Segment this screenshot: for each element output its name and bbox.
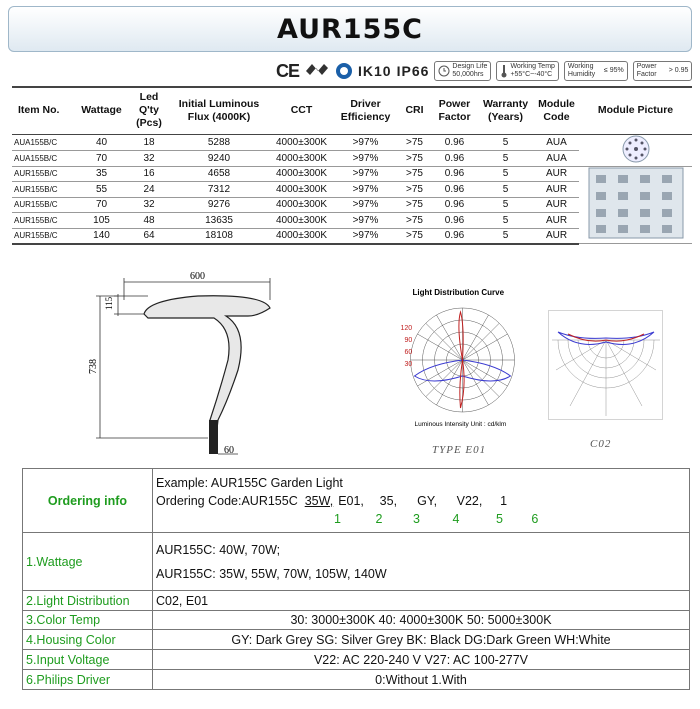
table-cell: >75 xyxy=(397,213,432,229)
aua-module-picture xyxy=(579,134,692,166)
head-height-dimension: 115 xyxy=(104,296,114,310)
table-cell: AUA155B/C xyxy=(12,150,74,166)
table-cell: >97% xyxy=(334,134,397,150)
ordering-table xyxy=(22,468,690,690)
header-module: Module Code xyxy=(534,88,579,134)
clock-icon xyxy=(438,65,450,77)
light-distribution-curve-e01 xyxy=(398,286,523,436)
table-cell: 7312 xyxy=(169,182,269,198)
light-distribution-row: 2.Light Distribution C02, E01 xyxy=(23,591,690,611)
round-module-icon xyxy=(622,135,650,163)
table-cell: AUR155B/C xyxy=(12,166,74,182)
header-flux: Initial Luminous Flux (4000K) xyxy=(169,88,269,134)
table-cell: 64 xyxy=(129,228,169,244)
certification-bar xyxy=(276,60,692,82)
table-cell: 48 xyxy=(129,213,169,229)
philips-driver-row: 6.Philips Driver 0:Without 1.With xyxy=(23,670,690,690)
table-cell: >75 xyxy=(397,197,432,213)
svg-text:Luminous Intensity Unit : cd/k: Luminous Intensity Unit : cd/klm xyxy=(414,421,507,428)
table-cell: 5 xyxy=(477,228,534,244)
table-cell: AUR155B/C xyxy=(12,197,74,213)
light-distribution-curve-c02 xyxy=(548,310,663,420)
table-cell: AUR xyxy=(534,166,579,182)
table-cell: 18108 xyxy=(169,228,269,244)
table-cell: >97% xyxy=(334,228,397,244)
ordering-info-label: Ordering info xyxy=(23,469,153,533)
table-cell: 4000±300K xyxy=(269,228,334,244)
ordering-code-numbers: 1 2 3 4 5 6 xyxy=(334,511,539,526)
table-cell: >97% xyxy=(334,213,397,229)
table-cell: AUA xyxy=(534,150,579,166)
tuv-icon xyxy=(335,62,353,80)
ordering-info-row xyxy=(23,469,690,533)
width-dimension: 600 xyxy=(190,271,205,282)
table-row xyxy=(12,166,692,182)
svg-text:60: 60 xyxy=(404,349,413,356)
table-cell: 4658 xyxy=(169,166,269,182)
table-cell: 70 xyxy=(74,197,129,213)
table-cell: AUA xyxy=(534,134,579,150)
table-cell: 16 xyxy=(129,166,169,182)
table-cell: >75 xyxy=(397,228,432,244)
title-bar xyxy=(8,6,692,52)
header-pf: Power Factor xyxy=(432,88,477,134)
table-cell: 24 xyxy=(129,182,169,198)
thermometer-icon xyxy=(500,64,508,78)
table-cell: 0.96 xyxy=(432,134,477,150)
table-cell: 32 xyxy=(129,150,169,166)
table-cell: 4000±300K xyxy=(269,166,334,182)
table-cell: 5 xyxy=(477,197,534,213)
table-cell: >75 xyxy=(397,166,432,182)
table-cell: 70 xyxy=(74,150,129,166)
header-item: Item No. xyxy=(12,88,74,134)
square-module-icon xyxy=(588,167,684,239)
ordering-code: Ordering Code:AUR155C 35W, E01, 35, GY, V22, 1 xyxy=(156,493,508,508)
color-temp-row: 3.Color Temp 30: 3000±300K 40: 4000±300K 50: 5000±300K xyxy=(23,611,690,630)
spec-header-row xyxy=(12,88,692,134)
ordering-example: Example: AUR155C Garden Light xyxy=(156,475,343,490)
table-cell: 4000±300K xyxy=(269,182,334,198)
curve-caption-e01: TYPE E01 xyxy=(432,444,487,456)
table-cell: 4000±300K xyxy=(269,150,334,166)
table-row xyxy=(12,134,692,150)
header-cri: CRI xyxy=(397,88,432,134)
total-height-dimension: 738 xyxy=(88,359,99,374)
table-cell: 5 xyxy=(477,150,534,166)
table-cell: >97% xyxy=(334,166,397,182)
table-cell: 140 xyxy=(74,228,129,244)
ce-mark: CE xyxy=(276,60,300,81)
table-cell: 5 xyxy=(477,166,534,182)
table-cell: >75 xyxy=(397,134,432,150)
table-cell: 5 xyxy=(477,134,534,150)
svg-text:30: 30 xyxy=(404,361,413,368)
design-life-badge: Design Life 50,000hrs xyxy=(434,61,491,81)
aur-module-picture xyxy=(579,166,692,244)
rohs-icon xyxy=(304,62,330,80)
header-wattage: Wattage xyxy=(74,88,129,134)
table-cell: >75 xyxy=(397,150,432,166)
table-cell: 5 xyxy=(477,182,534,198)
table-cell: AUR155B/C xyxy=(12,182,74,198)
table-cell: 32 xyxy=(129,197,169,213)
table-cell: 9240 xyxy=(169,150,269,166)
table-cell: >97% xyxy=(334,150,397,166)
table-cell: 105 xyxy=(74,213,129,229)
table-cell: 0.96 xyxy=(432,166,477,182)
wattage-row: 1.Wattage AUR155C: 40W, 70W; AUR155C: 35W, 55W, 70W, 105W, 140W xyxy=(23,533,690,591)
table-cell: 40 xyxy=(74,134,129,150)
table-cell: 0.96 xyxy=(432,197,477,213)
table-cell: AUR xyxy=(534,182,579,198)
table-cell: 35 xyxy=(74,166,129,182)
table-cell: AUR xyxy=(534,197,579,213)
table-cell: 0.96 xyxy=(432,182,477,198)
ordering-info-content xyxy=(153,469,690,533)
table-cell: 4000±300K xyxy=(269,197,334,213)
table-cell: 4000±300K xyxy=(269,134,334,150)
table-cell: 0.96 xyxy=(432,228,477,244)
table-cell: AUR xyxy=(534,213,579,229)
table-cell: AUR155B/C xyxy=(12,213,74,229)
power-factor-badge: Power Factor > 0.95 xyxy=(633,61,693,81)
svg-text:120: 120 xyxy=(400,325,413,332)
table-cell: 55 xyxy=(74,182,129,198)
input-voltage-row: 5.Input Voltage V22: AC 220-240 V V27: AC 100-277V xyxy=(23,650,690,670)
curve-caption-c02: C02 xyxy=(590,438,612,450)
table-cell: AUA155B/C xyxy=(12,134,74,150)
spec-table xyxy=(12,88,692,245)
table-cell: 13635 xyxy=(169,213,269,229)
table-cell: AUR xyxy=(534,228,579,244)
table-cell: 5 xyxy=(477,213,534,229)
table-cell: >75 xyxy=(397,182,432,198)
pole-dimension: 60 xyxy=(224,445,234,456)
ik-rating: IK10 xyxy=(358,63,392,79)
svg-text:Light Distribution Curve: Light Distribution Curve xyxy=(412,288,505,297)
table-cell: 9276 xyxy=(169,197,269,213)
svg-text:90: 90 xyxy=(404,337,413,344)
header-cct: CCT xyxy=(269,88,334,134)
working-humidity-badge: Working Humidity ≤ 95% xyxy=(564,61,628,81)
table-cell: 5288 xyxy=(169,134,269,150)
header-picture: Module Picture xyxy=(579,88,692,134)
table-cell: 18 xyxy=(129,134,169,150)
page-title: AUR155C xyxy=(277,13,423,45)
table-cell: >97% xyxy=(334,182,397,198)
table-cell: 4000±300K xyxy=(269,213,334,229)
header-warranty: Warranty (Years) xyxy=(477,88,534,134)
table-cell: 0.96 xyxy=(432,213,477,229)
table-cell: AUR155B/C xyxy=(12,228,74,244)
dimension-drawing xyxy=(78,270,278,460)
housing-color-row: 4.Housing Color GY: Dark Grey SG: Silver Grey BK: Black DG:Dark Green WH:White xyxy=(23,630,690,650)
table-cell: 0.96 xyxy=(432,150,477,166)
working-temp-badge: Working Temp +55°C~-40°C xyxy=(496,61,558,81)
header-driver: Driver Efficiency xyxy=(334,88,397,134)
ip-rating: IP66 xyxy=(396,63,430,79)
header-led-qty: Led Q'ty (Pcs) xyxy=(129,88,169,134)
table-cell: >97% xyxy=(334,197,397,213)
